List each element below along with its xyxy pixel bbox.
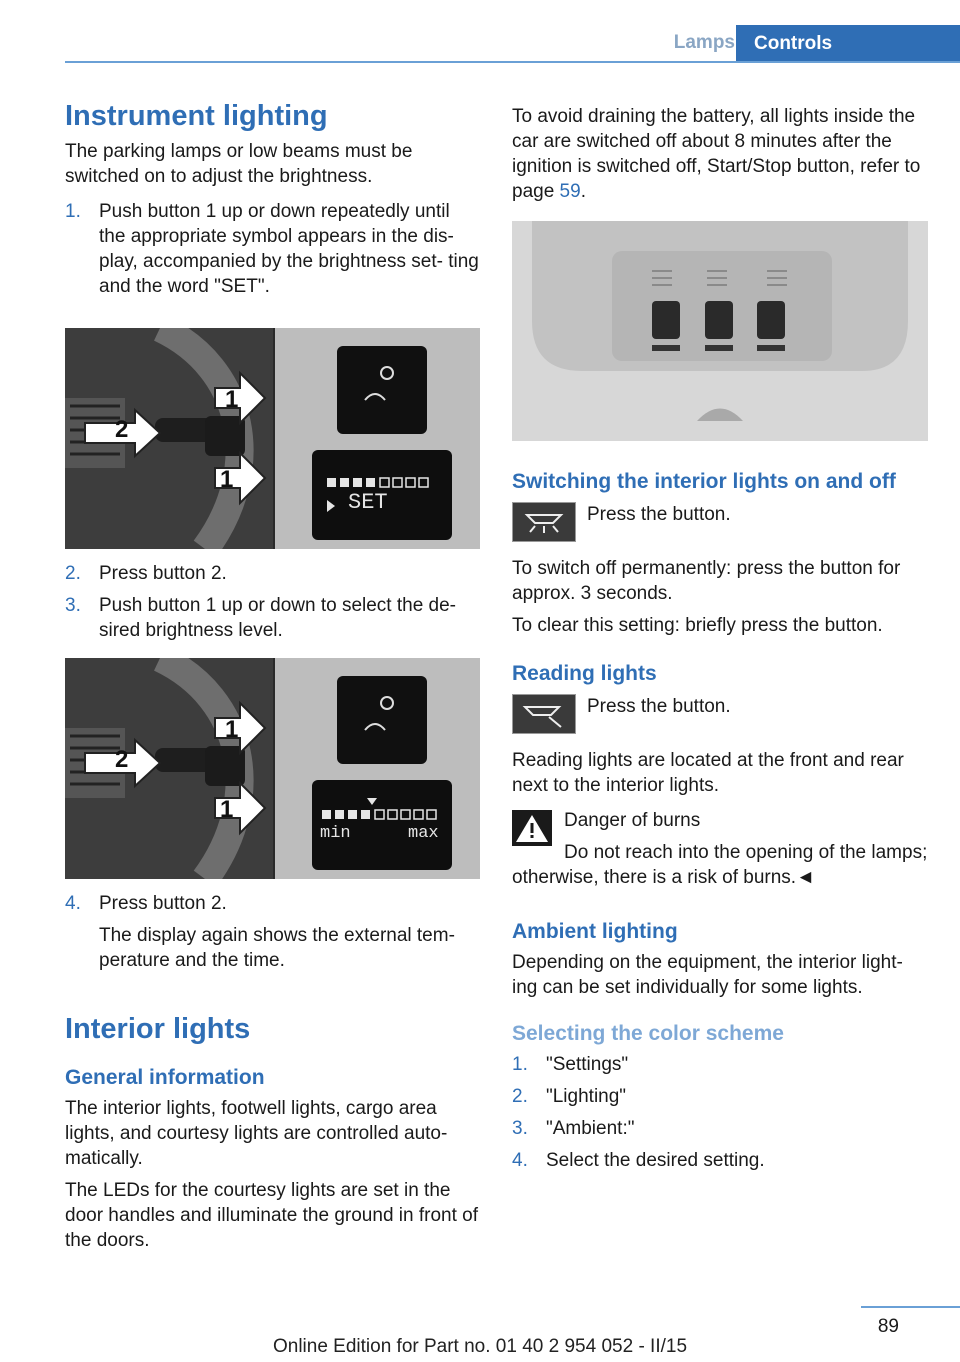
page-number: 89 (877, 1316, 899, 1337)
figure-label-2: 2 (115, 416, 129, 443)
reading-light-icon (513, 695, 575, 733)
list-text: "Ambient:" (546, 1118, 635, 1139)
step-4-note (65, 923, 480, 973)
warning-triangle-icon (512, 810, 552, 846)
color-scheme-heading: Selecting the color scheme (512, 1022, 784, 1045)
list-item (512, 1116, 928, 1141)
danger-title: Danger of burns (564, 810, 701, 831)
clear-setting: To clear this setting: briefly press the button. (512, 615, 883, 636)
interior-light-instruction: Press the button. (587, 504, 731, 525)
step-text: Push button 1 up or down to select the de- sired brightness level. (99, 595, 457, 641)
page-59-link[interactable]: 59 (559, 181, 581, 202)
instrument-lighting-heading: Instrument lighting (65, 100, 328, 132)
figure-label-1-bottom: 1 (220, 466, 234, 493)
danger-warning (512, 808, 928, 890)
step-3 (65, 593, 480, 643)
interior-light-icon (513, 503, 575, 541)
reading-lights-heading: Reading lights (512, 662, 657, 685)
step-1 (65, 199, 480, 299)
switch-off-permanently: To switch off permanently: press the button for approx. 3 seconds. (512, 558, 901, 604)
figure-label-1-top: 1 (225, 716, 239, 743)
list-number: 4. (512, 1150, 528, 1171)
interior-light-button-icon[interactable] (512, 502, 576, 542)
danger-text: Do not reach into the opening of the lamps; otherwise, there is a risk of burns.◄ (512, 842, 928, 888)
step-4-block (65, 891, 480, 1253)
interior-light-button-row (512, 502, 928, 550)
right-column-top (512, 104, 928, 204)
overhead-console-photo (512, 221, 928, 441)
edition-footer: Online Edition for Part no. 01 40 2 954 052 - II/15 (272, 1336, 688, 1357)
step-number: 4. (65, 893, 81, 914)
battery-text: To avoid draining the battery, all lights inside the car are switched off about 8 minutes after the ignition is switched off, Start/Stop button, refer to page (512, 106, 921, 202)
step-text: Press button 2. (99, 893, 227, 914)
reading-light-instruction: Press the button. (587, 696, 731, 717)
list-item (512, 1052, 928, 1077)
battery-paragraph (512, 104, 928, 204)
display-min-label: min (320, 824, 351, 843)
header-section-tab[interactable]: Lamps (673, 32, 735, 53)
figure-label-1-top: 1 (225, 386, 239, 413)
reading-light-button-icon[interactable] (512, 694, 576, 734)
general-paragraph-2: The LEDs for the courtesy lights are set in the door handles and illuminate the ground in front of the doors. (65, 1180, 478, 1251)
battery-text-end: . (580, 181, 586, 202)
figure-label-2: 2 (115, 746, 129, 773)
instrument-intro: The parking lamps or low beams must be switched on to adjust the brightness. (65, 141, 413, 187)
overhead-console-illustration (512, 221, 928, 441)
list-text: "Settings" (546, 1054, 629, 1075)
step-number: 1. (65, 201, 81, 222)
left-column (65, 100, 480, 299)
instrument-figure-1 (65, 328, 480, 549)
step-number: 2. (65, 563, 81, 584)
step-text: Push button 1 up or down repeatedly until the appropriate symbol appears in the dis- play, accompanied by the brightness set- ting and the word "SET". (99, 201, 479, 297)
list-number: 1. (512, 1054, 528, 1075)
figure-label-1-bottom: 1 (220, 796, 234, 823)
step-note-text: The display again shows the external tem- perature and the time. (99, 925, 455, 971)
general-information-heading: General information (65, 1066, 265, 1089)
step-text: Press button 2. (99, 563, 227, 584)
reading-lights-paragraph: Reading lights are located at the front and rear next to the interior lights. (512, 750, 904, 796)
header-chapter-tab[interactable]: Controls (736, 25, 960, 63)
reading-light-button-row (512, 694, 928, 742)
ambient-lighting-heading: Ambient lighting (512, 920, 678, 943)
switching-interior-lights-heading: Switching the interior lights on and off (512, 470, 896, 493)
general-paragraph-1: The interior lights, footwell lights, cargo area lights, and courtesy lights are controlled auto- matically. (65, 1098, 448, 1169)
display-max-label: max (408, 824, 439, 843)
step-number: 3. (65, 595, 81, 616)
list-text: Select the desired setting. (546, 1150, 765, 1171)
footer-rule (861, 1306, 960, 1308)
list-number: 2. (512, 1086, 528, 1107)
right-column-bottom (512, 470, 928, 1173)
interior-lights-heading: Interior lights (65, 1013, 251, 1045)
steps-2-3 (65, 561, 480, 643)
list-item (512, 1148, 928, 1173)
ambient-paragraph: Depending on the equipment, the interior light- ing can be set individually for some lights. (512, 952, 903, 998)
display-set-text: SET (348, 490, 388, 515)
list-number: 3. (512, 1118, 528, 1139)
list-text: "Lighting" (546, 1086, 627, 1107)
step-4 (65, 891, 480, 916)
header-rule (65, 61, 960, 63)
instrument-figure-2 (65, 658, 480, 879)
step-2 (65, 561, 480, 586)
list-item (512, 1084, 928, 1109)
color-scheme-list (512, 1052, 928, 1173)
